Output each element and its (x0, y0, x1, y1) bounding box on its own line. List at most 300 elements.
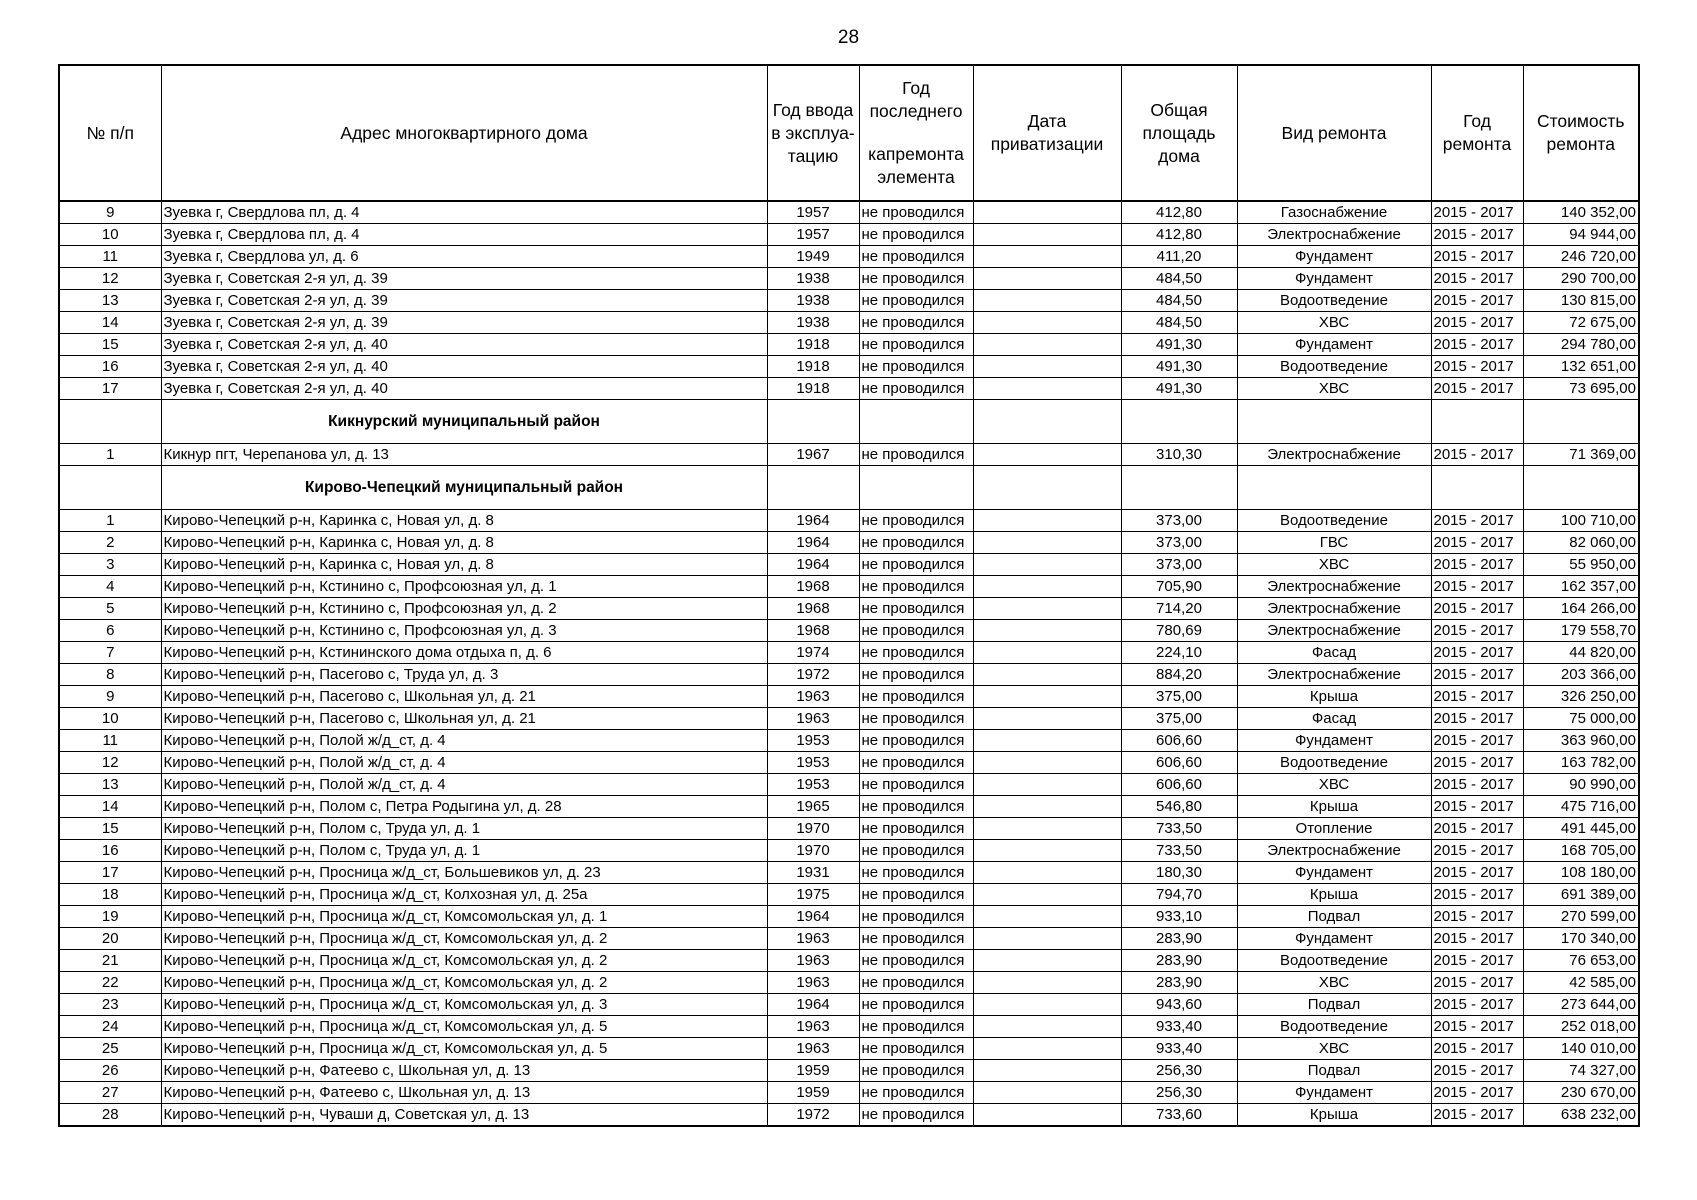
row-last-repair: не проводился (859, 884, 973, 906)
row-privatization (973, 554, 1121, 576)
row-year-commission: 1968 (767, 620, 859, 642)
row-cost: 55 950,00 (1523, 554, 1639, 576)
row-num: 24 (59, 1016, 161, 1038)
row-last-repair: не проводился (859, 598, 973, 620)
row-repair-type: Подвал (1237, 994, 1431, 1016)
row-last-repair: не проводился (859, 818, 973, 840)
row-address: Зуевка г, Свердлова ул, д. 6 (161, 246, 767, 268)
district-empty-cell (859, 400, 973, 444)
row-num: 26 (59, 1060, 161, 1082)
row-area: 491,30 (1121, 378, 1237, 400)
row-privatization (973, 972, 1121, 994)
row-repair-period: 2015 - 2017 (1431, 554, 1523, 576)
row-repair-type: Электроснабжение (1237, 840, 1431, 862)
row-cost: 76 653,00 (1523, 950, 1639, 972)
row-privatization (973, 818, 1121, 840)
row-repair-period: 2015 - 2017 (1431, 664, 1523, 686)
row-repair-period: 2015 - 2017 (1431, 840, 1523, 862)
row-last-repair: не проводился (859, 796, 973, 818)
row-area: 933,40 (1121, 1016, 1237, 1038)
col-header-year-commission: Год ввода в эксплуа-тацию (767, 65, 859, 201)
row-repair-period: 2015 - 2017 (1431, 510, 1523, 532)
row-address: Кирово-Чепецкий р-н, Кстинино с, Профсоюзная ул, д. 3 (161, 620, 767, 642)
row-repair-type: Фасад (1237, 642, 1431, 664)
district-empty-cell (767, 400, 859, 444)
row-cost: 100 710,00 (1523, 510, 1639, 532)
row-privatization (973, 1060, 1121, 1082)
row-address: Кирово-Чепецкий р-н, Каринка с, Новая ул, д. 8 (161, 510, 767, 532)
row-repair-type: Фундамент (1237, 862, 1431, 884)
row-privatization (973, 752, 1121, 774)
col-header-last-repair-line2: капремонта элемента (868, 144, 964, 187)
table-row (59, 378, 1639, 400)
row-year-commission: 1974 (767, 642, 859, 664)
row-num: 13 (59, 290, 161, 312)
page-number: 28 (837, 27, 860, 48)
row-address: Кирово-Чепецкий р-н, Пасегово с, Труда ул, д. 3 (161, 664, 767, 686)
row-cost: 270 599,00 (1523, 906, 1639, 928)
row-repair-type: ХВС (1237, 554, 1431, 576)
row-repair-type: Крыша (1237, 884, 1431, 906)
district-empty-cell (1237, 466, 1431, 510)
row-repair-period: 2015 - 2017 (1431, 444, 1523, 466)
row-cost: 94 944,00 (1523, 224, 1639, 246)
row-num: 17 (59, 862, 161, 884)
row-privatization (973, 312, 1121, 334)
row-address: Кирово-Чепецкий р-н, Полой ж/д_ст, д. 4 (161, 774, 767, 796)
row-last-repair: не проводился (859, 201, 973, 224)
row-repair-period: 2015 - 2017 (1431, 290, 1523, 312)
row-num: 18 (59, 884, 161, 906)
row-area: 375,00 (1121, 708, 1237, 730)
row-num: 19 (59, 906, 161, 928)
row-year-commission: 1938 (767, 290, 859, 312)
row-area: 180,30 (1121, 862, 1237, 884)
row-year-commission: 1964 (767, 510, 859, 532)
table-row (59, 598, 1639, 620)
table-row (59, 950, 1639, 972)
row-repair-period: 2015 - 2017 (1431, 884, 1523, 906)
row-last-repair: не проводился (859, 708, 973, 730)
row-repair-type: Электроснабжение (1237, 598, 1431, 620)
row-num: 14 (59, 312, 161, 334)
col-header-repair-year: Год ремонта (1431, 65, 1523, 201)
row-last-repair: не проводился (859, 378, 973, 400)
row-address: Кирово-Чепецкий р-н, Фатеево с, Школьная ул, д. 13 (161, 1082, 767, 1104)
row-cost: 73 695,00 (1523, 378, 1639, 400)
table-row (59, 994, 1639, 1016)
row-privatization (973, 598, 1121, 620)
row-address: Зуевка г, Советская 2-я ул, д. 40 (161, 378, 767, 400)
col-header-privatization: Дата приватизации (973, 65, 1121, 201)
row-num: 16 (59, 840, 161, 862)
district-empty-cell (1121, 466, 1237, 510)
row-num: 16 (59, 356, 161, 378)
district-name: Кирово-Чепецкий муниципальный район (161, 466, 767, 510)
row-area: 733,60 (1121, 1104, 1237, 1127)
row-area: 373,00 (1121, 532, 1237, 554)
row-area: 733,50 (1121, 818, 1237, 840)
row-privatization (973, 1104, 1121, 1127)
row-repair-type: Фундамент (1237, 928, 1431, 950)
row-last-repair: не проводился (859, 620, 973, 642)
row-year-commission: 1963 (767, 708, 859, 730)
row-repair-period: 2015 - 2017 (1431, 708, 1523, 730)
row-privatization (973, 796, 1121, 818)
row-address: Зуевка г, Свердлова пл, д. 4 (161, 201, 767, 224)
row-num: 23 (59, 994, 161, 1016)
row-last-repair: не проводился (859, 730, 973, 752)
row-repair-period: 2015 - 2017 (1431, 774, 1523, 796)
row-address: Кирово-Чепецкий р-н, Каринка с, Новая ул, д. 8 (161, 554, 767, 576)
row-area: 606,60 (1121, 774, 1237, 796)
row-address: Зуевка г, Советская 2-я ул, д. 40 (161, 356, 767, 378)
row-cost: 170 340,00 (1523, 928, 1639, 950)
row-area: 733,50 (1121, 840, 1237, 862)
row-year-commission: 1975 (767, 884, 859, 906)
row-address: Кирово-Чепецкий р-н, Кстинино с, Профсоюзная ул, д. 2 (161, 598, 767, 620)
row-num: 5 (59, 598, 161, 620)
row-last-repair: не проводился (859, 246, 973, 268)
row-num: 3 (59, 554, 161, 576)
row-repair-period: 2015 - 2017 (1431, 224, 1523, 246)
row-repair-type: ХВС (1237, 378, 1431, 400)
row-repair-type: Водоотведение (1237, 510, 1431, 532)
row-cost: 163 782,00 (1523, 752, 1639, 774)
row-repair-type: Электроснабжение (1237, 620, 1431, 642)
row-num: 17 (59, 378, 161, 400)
row-repair-period: 2015 - 2017 (1431, 378, 1523, 400)
row-address: Кирово-Чепецкий р-н, Просница ж/д_ст, Комсомольская ул, д. 2 (161, 950, 767, 972)
row-year-commission: 1959 (767, 1060, 859, 1082)
row-last-repair: не проводился (859, 510, 973, 532)
col-header-repair-type: Вид ремонта (1237, 65, 1431, 201)
row-year-commission: 1953 (767, 774, 859, 796)
row-last-repair: не проводился (859, 840, 973, 862)
row-area: 491,30 (1121, 334, 1237, 356)
table-row (59, 664, 1639, 686)
row-repair-period: 2015 - 2017 (1431, 906, 1523, 928)
row-last-repair: не проводился (859, 334, 973, 356)
district-empty-cell (59, 466, 161, 510)
row-cost: 246 720,00 (1523, 246, 1639, 268)
row-cost: 162 357,00 (1523, 576, 1639, 598)
row-num: 12 (59, 268, 161, 290)
row-area: 546,80 (1121, 796, 1237, 818)
district-empty-cell (973, 400, 1121, 444)
table-row (59, 444, 1639, 466)
row-area: 373,00 (1121, 510, 1237, 532)
row-address: Кирово-Чепецкий р-н, Просница ж/д_ст, Комсомольская ул, д. 3 (161, 994, 767, 1016)
row-last-repair: не проводился (859, 356, 973, 378)
row-privatization (973, 862, 1121, 884)
row-repair-period: 2015 - 2017 (1431, 334, 1523, 356)
table-row (59, 1038, 1639, 1060)
row-address: Зуевка г, Советская 2-я ул, д. 39 (161, 312, 767, 334)
row-area: 484,50 (1121, 290, 1237, 312)
col-header-num: № п/п (59, 65, 161, 201)
row-num: 21 (59, 950, 161, 972)
row-cost: 108 180,00 (1523, 862, 1639, 884)
row-year-commission: 1970 (767, 840, 859, 862)
row-privatization (973, 928, 1121, 950)
row-cost: 273 644,00 (1523, 994, 1639, 1016)
table-row (59, 576, 1639, 598)
row-address: Кирово-Чепецкий р-н, Просница ж/д_ст, Колхозная ул, д. 25а (161, 884, 767, 906)
row-privatization (973, 356, 1121, 378)
district-empty-cell (973, 466, 1121, 510)
row-last-repair: не проводился (859, 1082, 973, 1104)
col-header-last-repair-line1: Год последнего (869, 78, 963, 121)
table-row (59, 774, 1639, 796)
table-row (59, 1104, 1639, 1127)
row-cost: 230 670,00 (1523, 1082, 1639, 1104)
table-row (59, 201, 1639, 224)
row-year-commission: 1963 (767, 928, 859, 950)
row-area: 705,90 (1121, 576, 1237, 598)
row-privatization (973, 664, 1121, 686)
row-repair-type: Фундамент (1237, 268, 1431, 290)
row-privatization (973, 246, 1121, 268)
row-repair-period: 2015 - 2017 (1431, 730, 1523, 752)
row-repair-period: 2015 - 2017 (1431, 1038, 1523, 1060)
row-cost: 252 018,00 (1523, 1016, 1639, 1038)
row-repair-type: Электроснабжение (1237, 444, 1431, 466)
row-address: Кирово-Чепецкий р-н, Просница ж/д_ст, Комсомольская ул, д. 5 (161, 1038, 767, 1060)
row-repair-type: Крыша (1237, 1104, 1431, 1127)
row-repair-period: 2015 - 2017 (1431, 598, 1523, 620)
row-last-repair: не проводился (859, 1060, 973, 1082)
row-privatization (973, 576, 1121, 598)
row-repair-period: 2015 - 2017 (1431, 246, 1523, 268)
row-area: 283,90 (1121, 928, 1237, 950)
table-row (59, 818, 1639, 840)
row-cost: 164 266,00 (1523, 598, 1639, 620)
row-privatization (973, 201, 1121, 224)
row-address: Зуевка г, Советская 2-я ул, д. 40 (161, 334, 767, 356)
row-year-commission: 1964 (767, 906, 859, 928)
table-row (59, 290, 1639, 312)
table-row (59, 972, 1639, 994)
row-year-commission: 1964 (767, 554, 859, 576)
row-area: 484,50 (1121, 312, 1237, 334)
row-repair-period: 2015 - 2017 (1431, 312, 1523, 334)
row-num: 4 (59, 576, 161, 598)
row-num: 9 (59, 201, 161, 224)
table-row (59, 334, 1639, 356)
table-row (59, 708, 1639, 730)
row-last-repair: не проводился (859, 928, 973, 950)
table-row (59, 554, 1639, 576)
row-area: 780,69 (1121, 620, 1237, 642)
district-header-row (59, 400, 1639, 444)
row-repair-type: Газоснабжение (1237, 201, 1431, 224)
row-address: Кирово-Чепецкий р-н, Полой ж/д_ст, д. 4 (161, 730, 767, 752)
district-empty-cell (1523, 400, 1639, 444)
row-last-repair: не проводился (859, 1016, 973, 1038)
row-repair-period: 2015 - 2017 (1431, 201, 1523, 224)
row-year-commission: 1972 (767, 664, 859, 686)
row-cost: 638 232,00 (1523, 1104, 1639, 1127)
district-empty-cell (767, 466, 859, 510)
district-empty-cell (1523, 466, 1639, 510)
table-row (59, 862, 1639, 884)
row-area: 491,30 (1121, 356, 1237, 378)
row-cost: 179 558,70 (1523, 620, 1639, 642)
row-cost: 363 960,00 (1523, 730, 1639, 752)
table-body (59, 201, 1639, 1126)
table-row (59, 1060, 1639, 1082)
row-privatization (973, 642, 1121, 664)
row-num: 7 (59, 642, 161, 664)
row-repair-type: Водоотведение (1237, 1016, 1431, 1038)
row-address: Кирово-Чепецкий р-н, Просница ж/д_ст, Большевиков ул, д. 23 (161, 862, 767, 884)
row-address: Кирово-Чепецкий р-н, Полом с, Труда ул, д. 1 (161, 840, 767, 862)
row-repair-type: Водоотведение (1237, 356, 1431, 378)
row-repair-period: 2015 - 2017 (1431, 532, 1523, 554)
row-repair-period: 2015 - 2017 (1431, 620, 1523, 642)
row-repair-type: Отопление (1237, 818, 1431, 840)
row-year-commission: 1918 (767, 334, 859, 356)
row-num: 11 (59, 730, 161, 752)
row-privatization (973, 378, 1121, 400)
repair-register-table (58, 64, 1640, 1127)
row-address: Зуевка г, Советская 2-я ул, д. 39 (161, 268, 767, 290)
row-last-repair: не проводился (859, 290, 973, 312)
row-privatization (973, 1016, 1121, 1038)
row-address: Кирово-Чепецкий р-н, Полом с, Труда ул, д. 1 (161, 818, 767, 840)
row-last-repair: не проводился (859, 642, 973, 664)
row-last-repair: не проводился (859, 950, 973, 972)
row-privatization (973, 290, 1121, 312)
row-last-repair: не проводился (859, 906, 973, 928)
table-row (59, 796, 1639, 818)
table-row (59, 532, 1639, 554)
table-row (59, 884, 1639, 906)
row-area: 224,10 (1121, 642, 1237, 664)
row-cost: 44 820,00 (1523, 642, 1639, 664)
row-cost: 203 366,00 (1523, 664, 1639, 686)
row-privatization (973, 334, 1121, 356)
row-repair-period: 2015 - 2017 (1431, 576, 1523, 598)
row-area: 256,30 (1121, 1082, 1237, 1104)
row-year-commission: 1967 (767, 444, 859, 466)
row-privatization (973, 774, 1121, 796)
row-year-commission: 1972 (767, 1104, 859, 1127)
row-num: 28 (59, 1104, 161, 1127)
row-repair-type: ХВС (1237, 1038, 1431, 1060)
row-cost: 168 705,00 (1523, 840, 1639, 862)
row-address: Кирово-Чепецкий р-н, Полом с, Петра Родыгина ул, д. 28 (161, 796, 767, 818)
row-area: 283,90 (1121, 972, 1237, 994)
row-privatization (973, 510, 1121, 532)
district-header-row (59, 466, 1639, 510)
row-repair-period: 2015 - 2017 (1431, 950, 1523, 972)
col-header-last-repair (859, 65, 973, 201)
district-name: Кикнурский муниципальный район (161, 400, 767, 444)
row-repair-type: ХВС (1237, 972, 1431, 994)
district-empty-cell (1121, 400, 1237, 444)
row-cost: 491 445,00 (1523, 818, 1639, 840)
row-repair-type: Подвал (1237, 906, 1431, 928)
row-cost: 294 780,00 (1523, 334, 1639, 356)
row-cost: 71 369,00 (1523, 444, 1639, 466)
row-cost: 82 060,00 (1523, 532, 1639, 554)
row-year-commission: 1963 (767, 1016, 859, 1038)
row-year-commission: 1918 (767, 356, 859, 378)
row-repair-type: ХВС (1237, 774, 1431, 796)
row-year-commission: 1953 (767, 752, 859, 774)
row-year-commission: 1963 (767, 950, 859, 972)
row-area: 375,00 (1121, 686, 1237, 708)
row-last-repair: не проводился (859, 224, 973, 246)
row-privatization (973, 444, 1121, 466)
row-repair-period: 2015 - 2017 (1431, 928, 1523, 950)
row-year-commission: 1957 (767, 224, 859, 246)
row-address: Кирово-Чепецкий р-н, Кстининского дома отдыха п, д. 6 (161, 642, 767, 664)
district-empty-cell (1431, 400, 1523, 444)
row-address: Кирово-Чепецкий р-н, Просница ж/д_ст, Комсомольская ул, д. 2 (161, 928, 767, 950)
row-repair-type: ГВС (1237, 532, 1431, 554)
row-address: Кирово-Чепецкий р-н, Просница ж/д_ст, Комсомольская ул, д. 2 (161, 972, 767, 994)
row-last-repair: не проводился (859, 532, 973, 554)
row-area: 943,60 (1121, 994, 1237, 1016)
row-area: 256,30 (1121, 1060, 1237, 1082)
row-cost: 691 389,00 (1523, 884, 1639, 906)
row-year-commission: 1965 (767, 796, 859, 818)
table-row (59, 268, 1639, 290)
row-num: 1 (59, 510, 161, 532)
row-privatization (973, 884, 1121, 906)
row-last-repair: не проводился (859, 774, 973, 796)
row-num: 10 (59, 224, 161, 246)
row-address: Кирово-Чепецкий р-н, Пасегово с, Школьная ул, д. 21 (161, 708, 767, 730)
row-repair-type: Электроснабжение (1237, 664, 1431, 686)
row-cost: 74 327,00 (1523, 1060, 1639, 1082)
row-repair-type: Подвал (1237, 1060, 1431, 1082)
row-repair-type: Электроснабжение (1237, 224, 1431, 246)
table-row (59, 686, 1639, 708)
row-area: 484,50 (1121, 268, 1237, 290)
row-num: 8 (59, 664, 161, 686)
row-year-commission: 1963 (767, 686, 859, 708)
row-year-commission: 1968 (767, 598, 859, 620)
row-last-repair: не проводился (859, 444, 973, 466)
row-year-commission: 1968 (767, 576, 859, 598)
row-year-commission: 1938 (767, 312, 859, 334)
row-last-repair: не проводился (859, 1104, 973, 1127)
row-repair-type: Крыша (1237, 796, 1431, 818)
row-num: 11 (59, 246, 161, 268)
row-year-commission: 1938 (767, 268, 859, 290)
row-privatization (973, 708, 1121, 730)
row-last-repair: не проводился (859, 994, 973, 1016)
row-last-repair: не проводился (859, 972, 973, 994)
table-row (59, 246, 1639, 268)
row-cost: 90 990,00 (1523, 774, 1639, 796)
row-area: 373,00 (1121, 554, 1237, 576)
row-privatization (973, 686, 1121, 708)
row-address: Кирово-Чепецкий р-н, Кстинино с, Профсоюзная ул, д. 1 (161, 576, 767, 598)
row-area: 606,60 (1121, 730, 1237, 752)
row-repair-period: 2015 - 2017 (1431, 1082, 1523, 1104)
row-last-repair: не проводился (859, 576, 973, 598)
row-privatization (973, 730, 1121, 752)
row-cost: 75 000,00 (1523, 708, 1639, 730)
row-privatization (973, 906, 1121, 928)
row-year-commission: 1963 (767, 972, 859, 994)
row-num: 15 (59, 334, 161, 356)
